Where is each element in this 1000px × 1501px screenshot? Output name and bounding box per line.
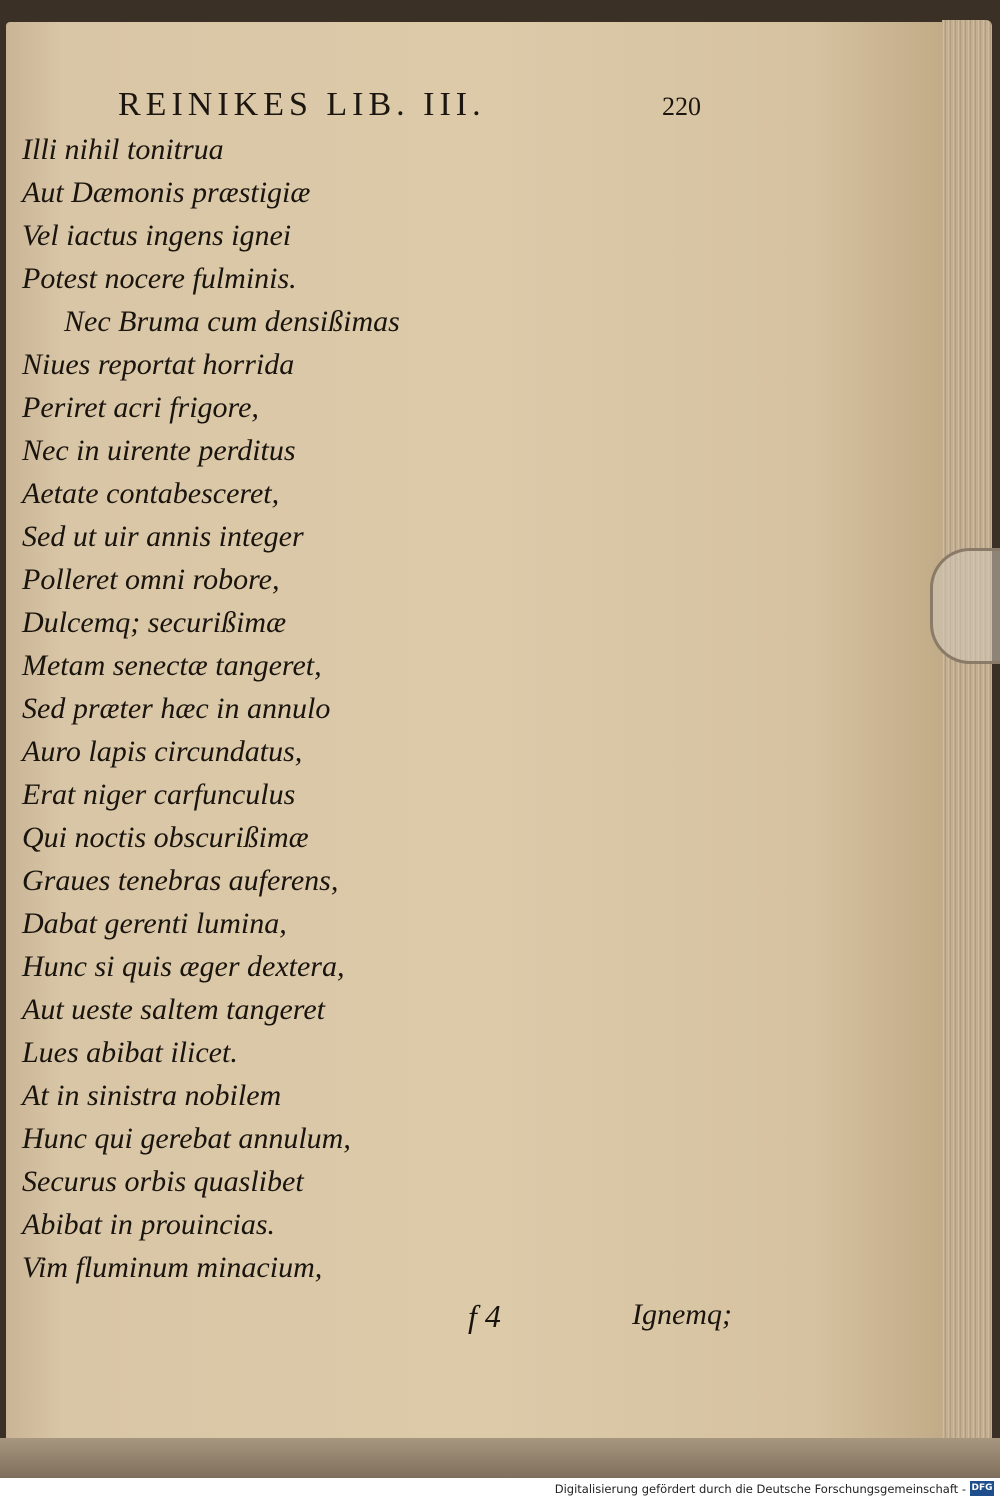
- running-head: REINIKES LIB. III.: [118, 86, 486, 123]
- verse-line: Metam senectæ tangeret,: [22, 649, 322, 682]
- bottom-binding: [0, 1438, 1000, 1478]
- signature-mark: f 4: [468, 1298, 501, 1334]
- verse-line: Abibat in prouincias.: [22, 1208, 276, 1241]
- book-clasp: [930, 548, 1000, 664]
- verse-line: Hunc qui gerebat annulum,: [22, 1122, 351, 1155]
- verse-line: Dabat gerenti lumina,: [22, 907, 287, 940]
- funding-credit: Digitalisierung gefördert durch die Deutsche Forschungsgemeinschaft -: [554, 1482, 966, 1496]
- verse-line: Nec Bruma cum densißimas: [64, 305, 400, 338]
- verse-line: Nec in uirente perditus: [22, 434, 296, 467]
- verse-line: Auro lapis circundatus,: [22, 735, 303, 768]
- verse-line: Hunc si quis æger dextera,: [22, 950, 345, 983]
- verse-line: Aetate contabesceret,: [22, 477, 280, 510]
- verse-line: Aut Dæmonis præstigiæ: [22, 176, 311, 209]
- verse-line: Vim fluminum minacium,: [22, 1251, 323, 1284]
- verse-line: Vel iactus ingens ignei: [22, 219, 292, 252]
- verse-line: Sed ut uir annis integer: [22, 520, 304, 553]
- verse-line: Sed præter hæc in annulo: [22, 692, 331, 725]
- dfg-logo-icon[interactable]: DFG: [970, 1481, 994, 1496]
- verse-line: Niues reportat horrida: [22, 348, 295, 381]
- verse-line: Erat niger carfunculus: [22, 778, 296, 811]
- page-edges: [942, 20, 992, 1465]
- verse-line: Dulcemq; securißimæ: [22, 606, 287, 639]
- verse-line: Polleret omni robore,: [22, 563, 280, 596]
- verse-line: Periret acri frigore,: [22, 391, 259, 424]
- page-number: 220: [662, 92, 701, 121]
- verse-line: Illi nihil tonitrua: [22, 133, 224, 166]
- verse-line: Lues abibat ilicet.: [22, 1036, 238, 1069]
- verse-lines: [22, 128, 582, 1289]
- catchword: Ignemq;: [632, 1298, 732, 1331]
- verse-line: At in sinistra nobilem: [22, 1079, 282, 1112]
- footer-bar: [0, 1478, 1000, 1501]
- verse-line: Graues tenebras auferens,: [22, 864, 339, 897]
- verse-line: Aut ueste saltem tangeret: [22, 993, 325, 1026]
- verse-line: Securus orbis quaslibet: [22, 1165, 304, 1198]
- verse-line: Potest nocere fulminis.: [22, 262, 297, 295]
- verse-line: Qui noctis obscurißimæ: [22, 821, 309, 854]
